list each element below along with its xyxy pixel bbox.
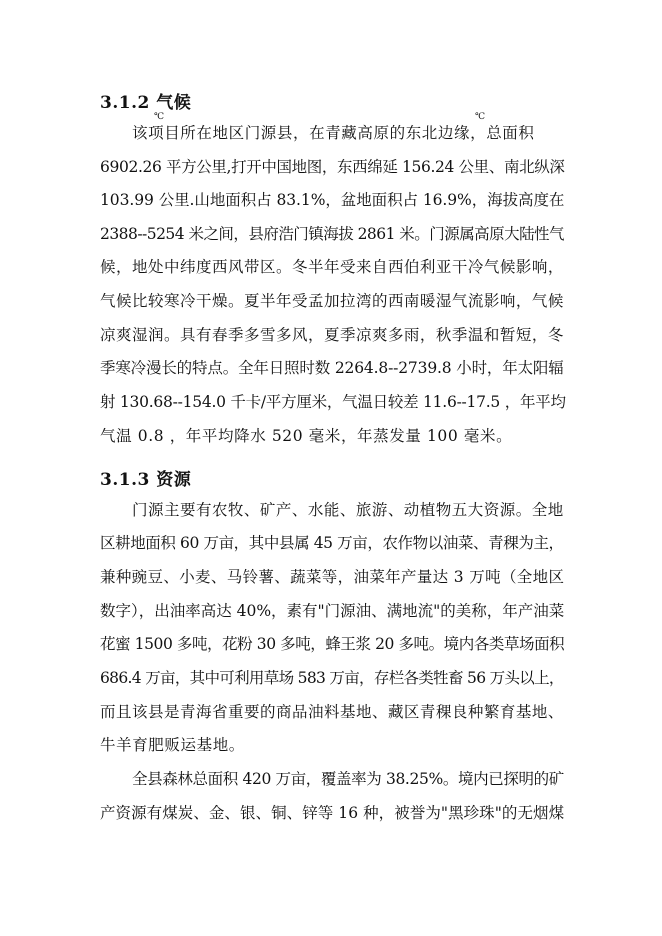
climate-line-9: 射 130.68--154.0 千卡/平方厘米，气温日较差 11.6--17.5 ，年平均 — [100, 393, 566, 411]
resources-line-4: 数字），出油率高达 40%，素有"门源油、满地流"的美称，年产油菜 — [100, 602, 565, 620]
heading-resources: 3.1.3 资源 — [100, 470, 192, 490]
resources-line-2: 区耕地面积 60 万亩，其中县属 45 万亩，农作物以油菜、青稞为主， — [100, 534, 564, 552]
resources-line-3: 兼种豌豆、小麦、马铃薯、蔬菜等，油菜年产量达 3 万吨（全地区 — [100, 568, 565, 586]
resources-line-9: 全县森林总面积 420 万亩，覆盖率为 38.25%。境内已探明的矿 — [132, 770, 564, 788]
climate-line-7: 凉爽湿润。具有春季多雪多风，夏季凉爽多雨，秋季温和暂短，冬 — [100, 326, 564, 344]
resources-line-10: 产资源有煤炭、金、银、铜、锌等 16 种，被誉为"黑珍珠"的无烟煤 — [100, 804, 565, 822]
climate-line-4: 2388--5254 米之间，县府浩门镇海拔 2861 米。门源属高原大陆性气 — [100, 225, 564, 243]
resources-line-7: 而且该县是青海省重要的商品油料基地、藏区青稞良种繁育基地、 — [100, 703, 564, 721]
climate-line-1: 该项目所在地区门源县，在青藏高原的东北边缘，总面积 — [132, 124, 535, 142]
climate-line-2: 6902.26 平方公里,打开中国地图，东西绵延 156.24 公里、南北纵深 — [100, 158, 565, 176]
climate-line-10: 气温 0.8 ，年平均降水 520 毫米，年蒸发量 100 毫米。 — [100, 427, 513, 445]
stray-celsius-mark-1: ℃ — [154, 112, 165, 122]
resources-line-5: 花蜜 1500 多吨，花粉 30 多吨，蜂王浆 20 多吨。境内各类草场面积 — [100, 635, 565, 653]
resources-line-8: 牛羊育肥贩运基地。 — [100, 736, 245, 754]
heading-climate: 3.1.2 气候 — [100, 93, 192, 113]
stray-celsius-mark-2: ℃ — [475, 112, 486, 122]
climate-line-6: 气候比较寒冷干燥。夏半年受孟加拉湾的西南暖湿气流影响，气候 — [100, 292, 564, 310]
resources-line-1: 门源主要有农牧、矿产、水能、旅游、动植物五大资源。全地 — [132, 501, 564, 519]
climate-line-5: 候，地处中纬度西风带区。冬半年受来自西伯利亚干冷气候影响， — [100, 258, 564, 276]
climate-line-8: 季寒冷漫长的特点。全年日照时数 2264.8--2739.8 小时，年太阳辐 — [100, 359, 564, 377]
resources-line-6: 686.4 万亩，其中可利用草场 583 万亩，存栏各类牲畜 56 万头以上， — [100, 669, 564, 687]
climate-line-3: 103.99 公里.山地面积占 83.1%，盆地面积占 16.9%，海拔高度在 — [100, 191, 565, 209]
